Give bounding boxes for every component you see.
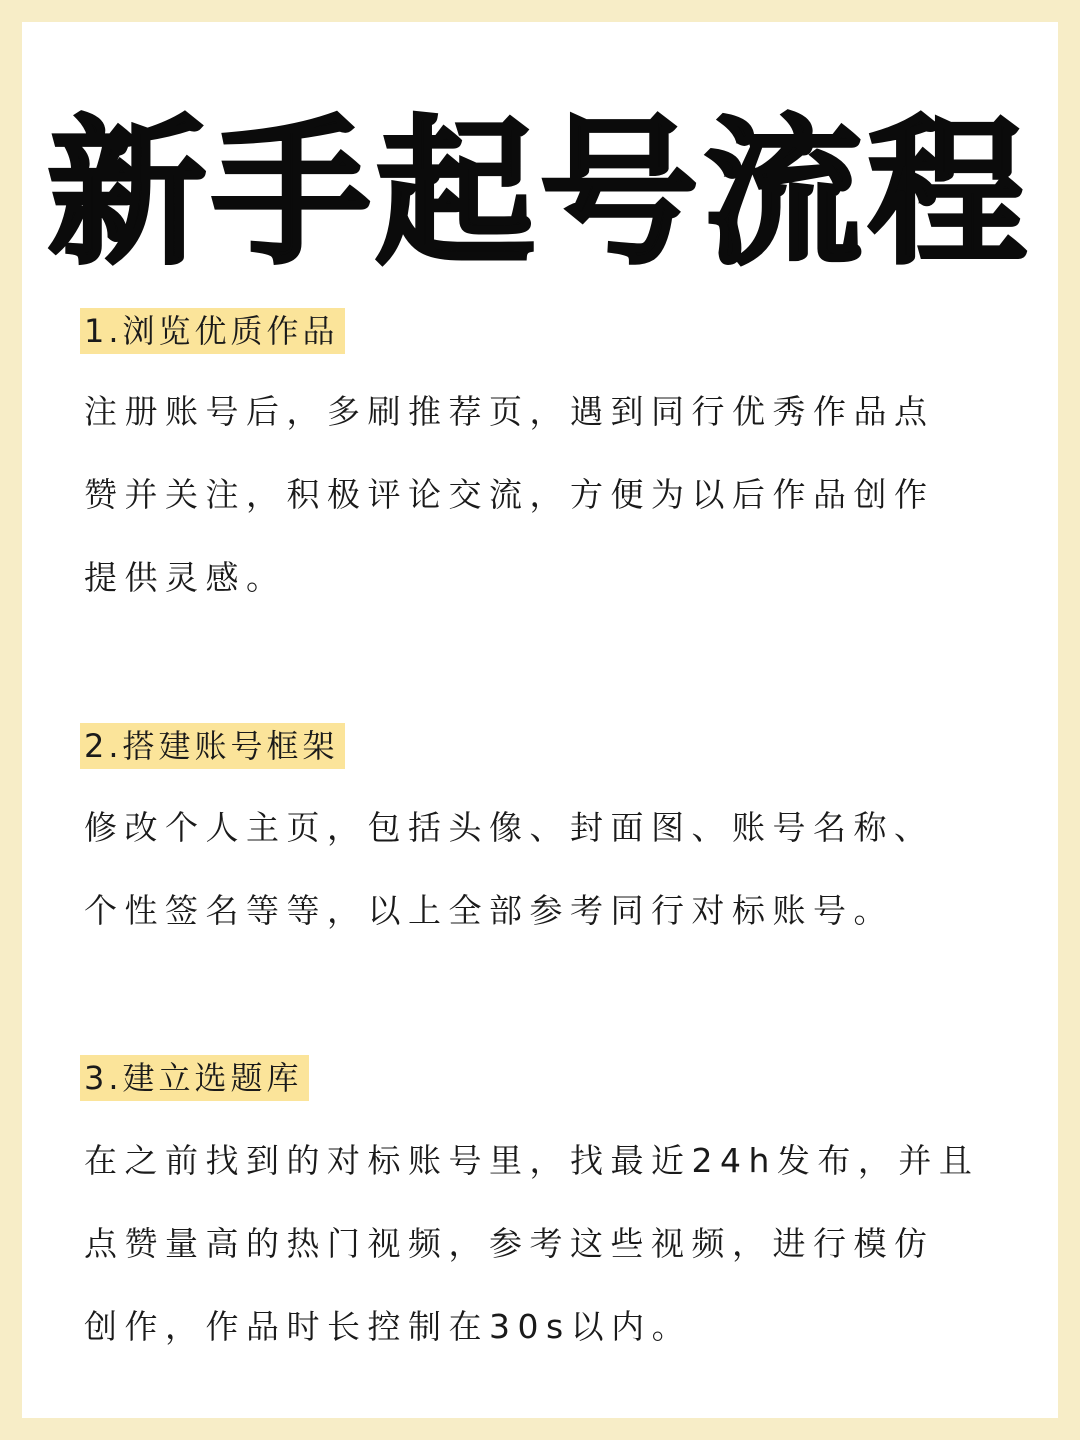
- section-3-heading: 3.建立选题库: [80, 1055, 309, 1101]
- section-1-line-2: 赞并关注，积极评论交流，方便为以后作品创作: [84, 475, 935, 514]
- section-3-line-3: 创作，作品时长控制在30s以内。: [84, 1307, 693, 1346]
- section-1-line-1: 注册账号后，多刷推荐页，遇到同行优秀作品点: [84, 392, 935, 431]
- section-2-heading: 2.搭建账号框架: [80, 723, 345, 769]
- section-1-line-3: 提供灵感。: [84, 558, 287, 597]
- section-2-line-1: 修改个人主页，包括头像、封面图、账号名称、: [84, 808, 935, 847]
- content-card: [22, 22, 1058, 1418]
- section-1-heading: 1.浏览优质作品: [80, 308, 345, 354]
- page-title: 新手起号流程: [48, 102, 1032, 286]
- section-2-line-2: 个性签名等等，以上全部参考同行对标账号。: [84, 891, 894, 930]
- section-3-line-2: 点赞量高的热门视频，参考这些视频，进行模仿: [84, 1224, 935, 1263]
- section-3-line-1: 在之前找到的对标账号里，找最近24h发布，并且: [84, 1141, 980, 1180]
